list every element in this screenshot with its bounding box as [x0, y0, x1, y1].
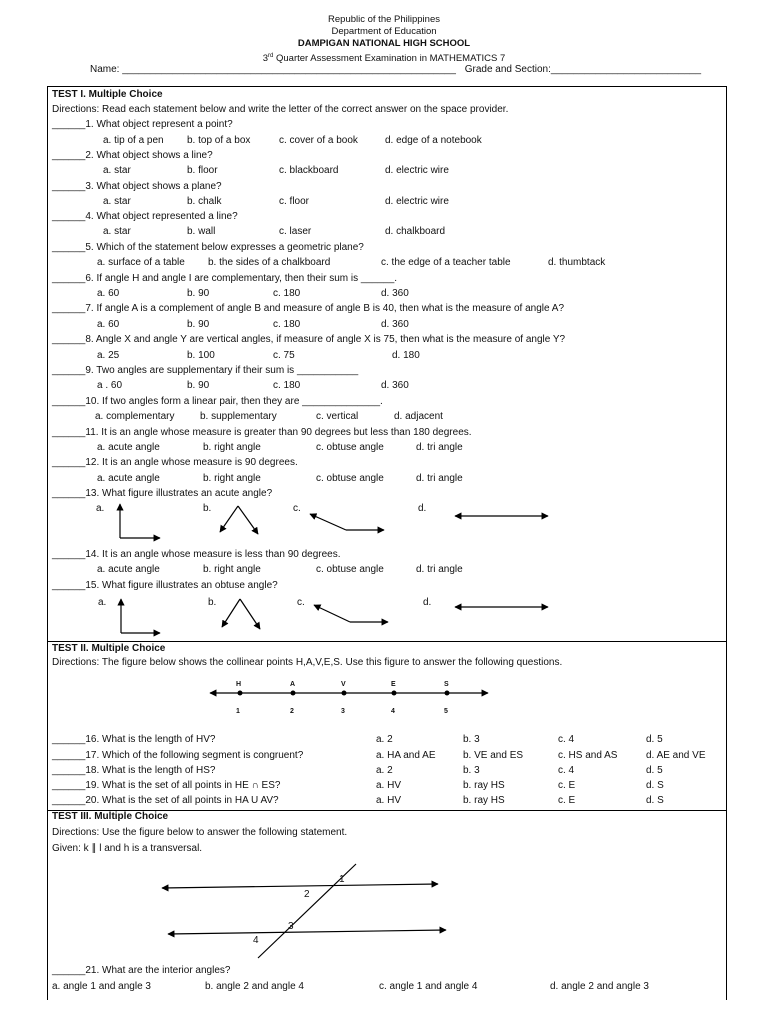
test3-title: TEST III. Multiple Choice — [52, 811, 169, 822]
q16-choice-c: c. 4 — [558, 734, 575, 745]
q4-choice-d: d. chalkboard — [385, 226, 446, 237]
q4-choice-b: b. wall — [187, 226, 216, 237]
q17-choice-d: d. AE and VE — [646, 750, 706, 761]
name-field-label: Name: ____________________________________________________________ — [90, 64, 456, 75]
question-9: ______9. Two angles are supplementary if their sum is ___________ — [52, 365, 359, 376]
parallel-lines-figure — [162, 864, 446, 958]
q19-choice-b: b. ray HS — [463, 780, 505, 791]
test2-directions: Directions: The figure below shows the collinear points H,A,V,E,S. Use this figure to answer the following questions. — [52, 657, 563, 668]
grade-section-label: Grade and Section:___________________________ — [464, 64, 702, 75]
q14-choice-a: a. acute angle — [97, 564, 160, 575]
question-20: ______20. What is the set of all points in HA U AV? — [52, 795, 279, 806]
q17-choice-c: c. HS and AS — [558, 750, 618, 761]
q3-choice-a: a. star — [103, 196, 131, 207]
q19-choice-d: d. S — [646, 780, 664, 791]
q5-choice-a: a. surface of a table — [97, 257, 185, 268]
point-s — [445, 691, 450, 696]
test1-directions: Directions: Read each statement below and write the letter of the correct answer on the space provider. — [52, 104, 509, 115]
q19-choice-c: c. E — [558, 780, 576, 791]
q9-choice-b: b. 90 — [187, 380, 210, 391]
q5-choice-d: d. thumbtack — [548, 257, 606, 268]
collinear-points-line — [210, 691, 488, 696]
q14-choice-b: b. right angle — [203, 564, 261, 575]
q6-choice-d: d. 360 — [381, 288, 409, 299]
q12-choice-c: c. obtuse angle — [316, 473, 384, 484]
q21-choice-a: a. angle 1 and angle 3 — [52, 981, 151, 992]
q8-choice-c: c. 75 — [273, 350, 295, 361]
q1-choice-b: b. top of a box — [187, 135, 251, 146]
q18-choice-c: c. 4 — [558, 765, 575, 776]
q5-choice-c: c. the edge of a teacher table — [381, 257, 511, 268]
q10-choice-c: c. vertical — [316, 411, 359, 422]
q20-choice-a: a. HV — [376, 795, 402, 806]
q3-choice-c: c. floor — [279, 196, 310, 207]
q16-choice-a: a. 2 — [376, 734, 393, 745]
point-e — [392, 691, 397, 696]
question-8: ______8. Angle X and angle Y are vertical angles, if measure of angle X is 75, then what is the measure of angle Y? — [52, 334, 566, 345]
point-num-3: 3 — [341, 708, 345, 715]
point-v — [342, 691, 347, 696]
point-h — [238, 691, 243, 696]
q13-figure-b-acute-angle — [220, 506, 258, 534]
q20-choice-b: b. ray HS — [463, 795, 505, 806]
q10-choice-a: a. complementary — [95, 411, 175, 422]
q18-choice-b: b. 3 — [463, 765, 480, 776]
point-a — [291, 691, 296, 696]
exam-ordinal: rd — [268, 53, 274, 59]
q8-choice-a: a. 25 — [97, 350, 120, 361]
q13-label-b: b. — [203, 503, 212, 514]
q18-choice-a: a. 2 — [376, 765, 393, 776]
question-7: ______7. If angle A is a complement of angle B and measure of angle B is 40, then what is the measure of angle A? — [52, 303, 565, 314]
q2-choice-d: d. electric wire — [385, 165, 449, 176]
q13-label-d: d. — [418, 503, 427, 514]
exam-number: 3 — [262, 53, 268, 65]
question-17: ______17. Which of the following segment is congruent? — [52, 750, 304, 761]
test1-title: TEST I. Multiple Choice — [52, 89, 163, 100]
q2-choice-a: a. star — [103, 165, 131, 176]
q15-label-d: d. — [423, 597, 432, 608]
q20-choice-d: d. S — [646, 795, 664, 806]
question-2: ______2. What object shows a line? — [52, 150, 213, 161]
question-15: ______15. What figure illustrates an obtuse angle? — [52, 580, 278, 591]
angle-label-4: 4 — [253, 935, 259, 946]
header-school: DAMPIGAN NATIONAL HIGH SCHOOL — [297, 38, 471, 49]
question-3: ______3. What object shows a plane? — [52, 181, 222, 192]
q7-choice-d: d. 360 — [381, 319, 409, 330]
q11-choice-a: a. acute angle — [97, 442, 160, 453]
point-label-h: H — [236, 681, 242, 688]
q7-choice-c: c. 180 — [273, 319, 301, 330]
q11-choice-d: d. tri angle — [416, 442, 463, 453]
question-11: ______11. It is an angle whose measure is greater than 90 degrees but less than 180 degrees. — [52, 427, 472, 438]
line-k — [162, 884, 438, 888]
question-1: ______1. What object represent a point? — [52, 119, 233, 130]
question-4: ______4. What object represented a line? — [52, 211, 238, 222]
point-label-e: E — [391, 681, 396, 688]
question-12: ______12. It is an angle whose measure is 90 degrees. — [52, 457, 298, 468]
q17-choice-a: a. HA and AE — [376, 750, 436, 761]
angle-label-1: 1 — [339, 874, 345, 885]
line-l — [168, 930, 446, 934]
point-label-a: A — [290, 681, 296, 688]
q14-choice-d: d. tri angle — [416, 564, 463, 575]
q12-choice-d: d. tri angle — [416, 473, 463, 484]
q6-choice-b: b. 90 — [187, 288, 210, 299]
q12-choice-b: b. right angle — [203, 473, 261, 484]
q16-choice-d: d. 5 — [646, 734, 663, 745]
q15-figure-a-right-angle — [121, 599, 160, 633]
q6-choice-c: c. 180 — [273, 288, 301, 299]
point-num-4: 4 — [391, 708, 395, 715]
q5-choice-b: b. the sides of a chalkboard — [208, 257, 331, 268]
test3-directions: Directions: Use the figure below to answer the following statement. — [52, 827, 348, 838]
q19-choice-a: a. HV — [376, 780, 402, 791]
q12-choice-a: a. acute angle — [97, 473, 160, 484]
header-republic: Republic of the Philippines — [328, 14, 440, 25]
q4-choice-a: a. star — [103, 226, 131, 237]
exam-title-rest: Quarter Assessment Examination in MATHEMATICS 7 — [273, 53, 506, 65]
q11-choice-b: b. right angle — [203, 442, 261, 453]
q20-choice-c: c. E — [558, 795, 576, 806]
q8-choice-b: b. 100 — [187, 350, 215, 361]
point-label-v: V — [341, 681, 346, 688]
question-13: ______13. What figure illustrates an acute angle? — [52, 488, 273, 499]
q17-choice-b: b. VE and ES — [463, 750, 524, 761]
q15-figure-b-acute-angle — [222, 599, 260, 629]
q13-label-c: c. — [293, 503, 301, 514]
q1-choice-d: d. edge of a notebook — [385, 135, 482, 146]
q13-figure-c-obtuse-angle — [310, 514, 384, 530]
q3-choice-d: d. electric wire — [385, 196, 449, 207]
q1-choice-c: c. cover of a book — [279, 135, 358, 146]
question-16: ______16. What is the length of HV? — [52, 734, 216, 745]
q13-figure-a-right-angle — [120, 504, 160, 538]
point-num-5: 5 — [444, 708, 448, 715]
q8-choice-d: d. 180 — [392, 350, 420, 361]
header-department: Department of Education — [331, 26, 437, 37]
q18-choice-d: d. 5 — [646, 765, 663, 776]
question-19: ______19. What is the set of all points in HE ∩ ES? — [52, 780, 281, 791]
q9-choice-d: d. 360 — [381, 380, 409, 391]
question-6: ______6. If angle H and angle I are complementary, then their sum is ______. — [52, 273, 398, 284]
q15-figure-c-obtuse-angle — [314, 605, 388, 622]
q21-choice-d: d. angle 2 and angle 3 — [550, 981, 649, 992]
q4-choice-c: c. laser — [279, 226, 312, 237]
test2-title: TEST II. Multiple Choice — [52, 643, 166, 654]
q2-choice-b: b. floor — [187, 165, 218, 176]
q15-label-b: b. — [208, 597, 217, 608]
q6-choice-a: a. 60 — [97, 288, 120, 299]
question-10: ______10. If two angles form a linear pair, then they are ______________. — [52, 396, 383, 407]
question-18: ______18. What is the length of HS? — [52, 765, 216, 776]
angle-label-3: 3 — [288, 921, 294, 932]
question-21: ______21. What are the interior angles? — [52, 965, 231, 976]
q13-label-a: a. — [96, 503, 105, 514]
q7-choice-b: b. 90 — [187, 319, 210, 330]
q3-choice-b: b. chalk — [187, 196, 222, 207]
q9-choice-a: a . 60 — [97, 380, 123, 391]
test3-given: Given: k ∥ l and h is a transversal. — [52, 843, 203, 854]
q21-choice-b: b. angle 2 and angle 4 — [205, 981, 304, 992]
q14-choice-c: c. obtuse angle — [316, 564, 384, 575]
question-5: ______5. Which of the statement below expresses a geometric plane? — [52, 242, 364, 253]
q15-label-a: a. — [98, 597, 107, 608]
question-14: ______14. It is an angle whose measure is less than 90 degrees. — [52, 549, 341, 560]
angle-label-2: 2 — [304, 889, 310, 900]
q1-choice-a: a. tip of a pen — [103, 135, 164, 146]
point-num-1: 1 — [236, 708, 240, 715]
q16-choice-b: b. 3 — [463, 734, 480, 745]
q7-choice-a: a. 60 — [97, 319, 120, 330]
q21-choice-c: c. angle 1 and angle 4 — [379, 981, 478, 992]
q11-choice-c: c. obtuse angle — [316, 442, 384, 453]
point-label-s: S — [444, 681, 449, 688]
point-num-2: 2 — [290, 708, 294, 715]
q15-label-c: c. — [297, 597, 305, 608]
q10-choice-b: b. supplementary — [200, 411, 277, 422]
q2-choice-c: c. blackboard — [279, 165, 339, 176]
q10-choice-d: d. adjacent — [394, 411, 443, 422]
q9-choice-c: c. 180 — [273, 380, 301, 391]
